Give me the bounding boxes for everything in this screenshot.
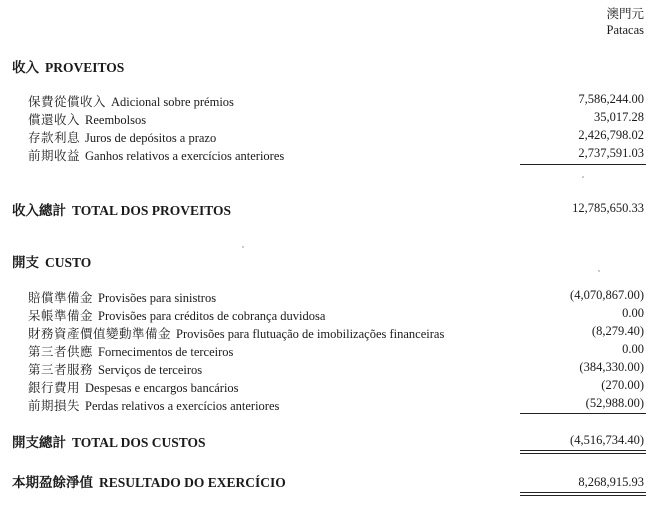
cost-item-amount: (52,988.00): [585, 396, 644, 410]
result-double-rule: [520, 492, 646, 496]
costs-header-pt: CUSTO: [45, 255, 92, 270]
cost-item: [28, 288, 216, 306]
cost-item: [28, 342, 233, 360]
revenue-header-zh: 收入: [12, 60, 39, 75]
currency-pt: Patacas: [606, 23, 644, 37]
revenue-item-pt: Ganhos relativos a exercícios anteriores: [85, 149, 285, 163]
cost-item-pt: Perdas relativos a exercícios anteriores: [85, 399, 280, 413]
revenue-item-amount: 2,426,798.02: [578, 128, 644, 142]
revenue-item-zh: 保費從償收入: [28, 95, 107, 109]
currency-zh: 澳門元: [606, 7, 644, 21]
revenue-total-zh: 收入總計: [12, 203, 66, 218]
revenue-item: [28, 110, 146, 128]
costs-total-label: [12, 431, 206, 451]
cost-item-pt: Fornecimentos de terceiros: [98, 345, 234, 359]
cost-item: [28, 396, 279, 414]
revenue-item-amount: 2,737,591.03: [578, 146, 644, 160]
revenue-total-pt: TOTAL DOS PROVEITOS: [72, 203, 232, 218]
cost-item-pt: Provisões para flutuação de imobilizações financeiras: [176, 327, 445, 341]
cost-item-pt: Provisões para créditos de cobrança duvidosa: [98, 309, 326, 323]
revenue-item-pt: Juros de depósitos a prazo: [85, 131, 217, 145]
cost-item-pt: Serviços de terceiros: [98, 363, 203, 377]
currency-label: [606, 6, 644, 38]
costs-header-zh: 開支: [12, 255, 39, 270]
revenue-header: [12, 56, 124, 76]
cost-item-amount: (8,279.40): [591, 324, 644, 338]
revenue-item-amount: 35,017.28: [594, 110, 644, 124]
cost-item: [28, 360, 202, 378]
costs-total-pt: TOTAL DOS CUSTOS: [72, 435, 206, 450]
costs-total-double-rule: [520, 450, 646, 454]
revenue-item: [28, 128, 216, 146]
cost-item-amount: (384,330.00): [579, 360, 644, 374]
revenue-item-pt: Reembolsos: [85, 113, 147, 127]
cost-item: [28, 324, 444, 342]
revenue-total-label: [12, 199, 231, 219]
scan-speck: [582, 176, 584, 178]
scan-speck: [598, 270, 600, 272]
costs-total-amount: (4,516,734.40): [570, 433, 644, 447]
cost-item-zh: 前期損失: [28, 399, 81, 413]
result-label: [12, 471, 286, 491]
cost-item-pt: Provisões para sinistros: [98, 291, 217, 305]
cost-item-amount: (4,070,867.00): [570, 288, 644, 302]
revenue-subtotal-rule: [520, 164, 646, 165]
cost-item-zh: 財務資產價值變動準備金: [28, 327, 172, 341]
cost-item-zh: 賠償準備金: [28, 291, 94, 305]
revenue-header-pt: PROVEITOS: [45, 60, 125, 75]
cost-item: [28, 378, 239, 396]
scan-speck: [242, 246, 244, 248]
revenue-item: [28, 92, 234, 110]
result-zh: 本期盈餘淨值: [12, 475, 93, 490]
result-amount: 8,268,915.93: [578, 475, 644, 489]
cost-item-zh: 銀行費用: [28, 381, 81, 395]
cost-item-amount: 0.00: [622, 306, 644, 320]
cost-item-pt: Despesas e encargos bancários: [85, 381, 239, 395]
revenue-item-amount: 7,586,244.00: [578, 92, 644, 106]
cost-item-amount: 0.00: [622, 342, 644, 356]
revenue-item-zh: 償還收入: [28, 113, 81, 127]
cost-item-zh: 呆帳準備金: [28, 309, 94, 323]
costs-subtotal-rule: [520, 413, 646, 414]
cost-item-zh: 第三者服務: [28, 363, 94, 377]
result-pt: RESULTADO DO EXERCÍCIO: [99, 475, 286, 490]
cost-item-zh: 第三者供應: [28, 345, 94, 359]
revenue-total-amount: 12,785,650.33: [572, 201, 644, 215]
revenue-item: [28, 146, 284, 164]
cost-item-amount: (270.00): [601, 378, 644, 392]
costs-header: [12, 251, 91, 271]
revenue-item-pt: Adicional sobre prémios: [111, 95, 234, 109]
revenue-item-zh: 前期收益: [28, 149, 81, 163]
cost-item: [28, 306, 325, 324]
revenue-item-zh: 存款利息: [28, 131, 81, 145]
costs-total-zh: 開支總計: [12, 435, 66, 450]
